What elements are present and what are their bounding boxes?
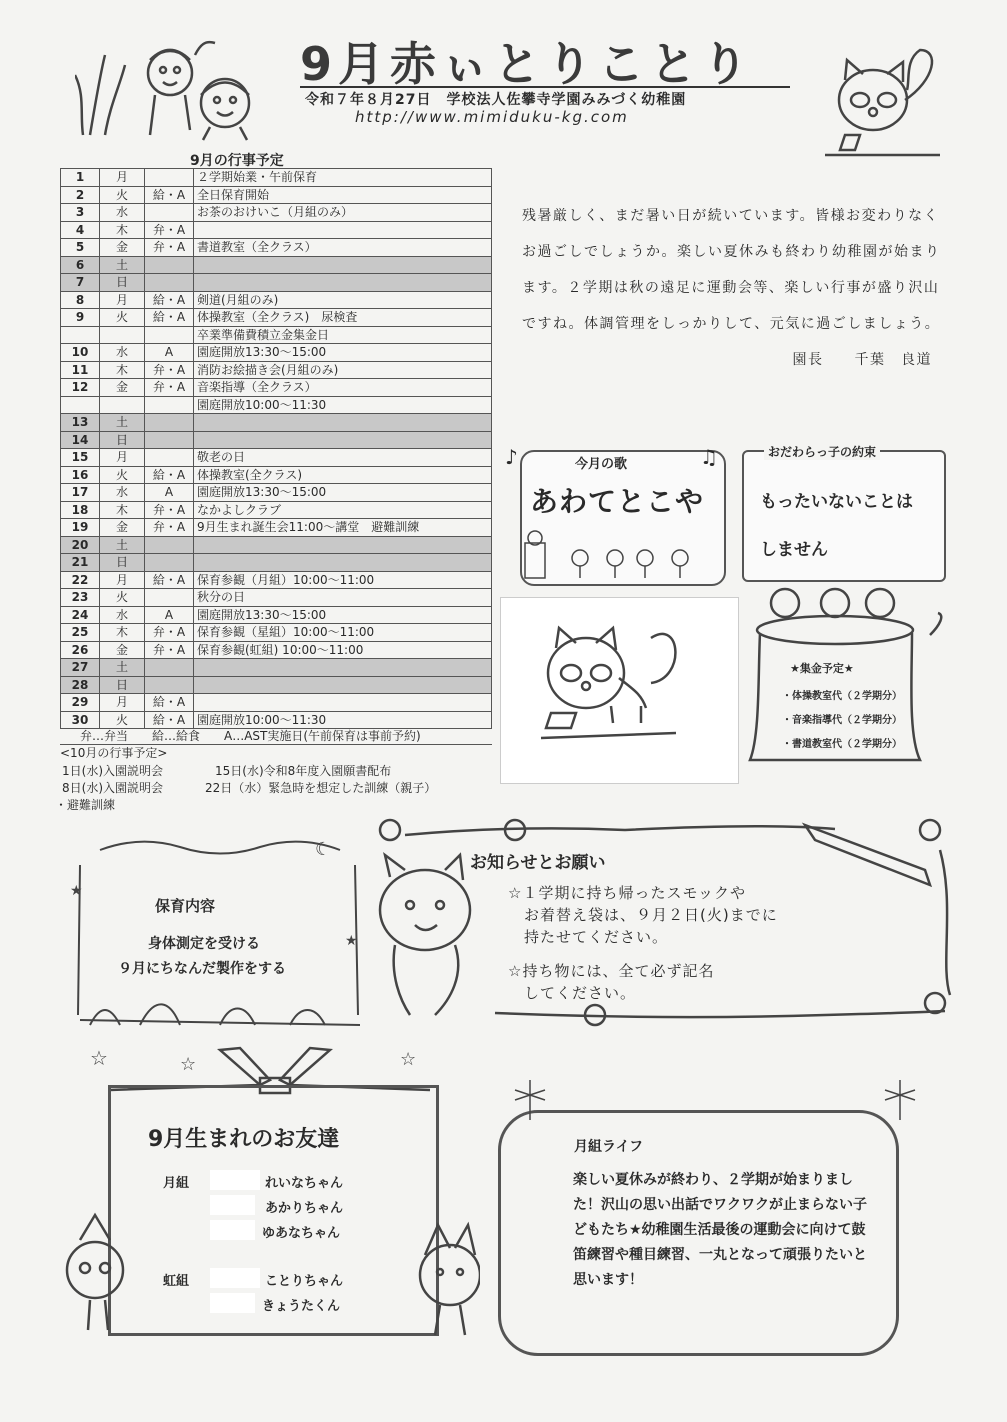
schedule-cell-wd: 月	[100, 449, 145, 467]
schedule-cell-wd: 金	[100, 379, 145, 397]
schedule-cell-event	[194, 676, 492, 694]
schedule-cell-event	[194, 414, 492, 432]
schedule-cell-event: 保育参観（星組）10:00～11:00	[194, 624, 492, 642]
schedule-row	[61, 694, 492, 712]
schedule-cell-event: 全日保育開始	[194, 186, 492, 204]
schedule-cell-meal	[145, 536, 194, 554]
schedule-cell-meal: 給・A	[145, 186, 194, 204]
schedule-row	[61, 169, 492, 187]
schedule-cell-wd: 木	[100, 501, 145, 519]
schedule-row	[61, 449, 492, 467]
schedule-cell-meal	[145, 589, 194, 607]
greeting-body: 残暑厳しく、まだ暑い日が続いています。皆様お変わりなくお過ごしでしょうか。楽しい夏休みも終わり幼稚園が始まります。２学期は秋の遠足に運動会等、楽しい行事が盛り沢山ですね。体調管理をしっかりして、元気に過ごしましょう。	[522, 208, 941, 332]
schedule-title: 9月の行事予定	[190, 153, 284, 169]
schedule-cell-meal	[145, 169, 194, 187]
star-icon: ☆	[90, 1046, 108, 1070]
schedule-cell-day	[61, 326, 100, 344]
party-animals-icon	[50, 1200, 480, 1350]
promise-line: しません	[760, 540, 828, 560]
farm-kids-illustration	[75, 35, 275, 145]
schedule-cell-day: 2	[61, 186, 100, 204]
birthday-name: ことりちゃん	[265, 1274, 344, 1289]
schedule-cell-day	[61, 396, 100, 414]
birthday-title: 9月生まれのお友達	[148, 1127, 340, 1152]
notice-line: お着替え袋は、９月２日(火)までに	[524, 906, 778, 924]
schedule-cell-day: 25	[61, 624, 100, 642]
schedule-cell-event	[194, 536, 492, 554]
schedule-cell-day: 24	[61, 606, 100, 624]
schedule-cell-event: 体操教室（全クラス) 尿検査	[194, 309, 492, 327]
october-item: 22日（水）緊急時を想定した訓練（親子）	[205, 781, 437, 795]
schedule-cell-wd: 土	[100, 536, 145, 554]
schedule-cell-day: 20	[61, 536, 100, 554]
schedule-cell-meal: 給・A	[145, 309, 194, 327]
schedule-cell-day: 9	[61, 309, 100, 327]
schedule-cell-day: 15	[61, 449, 100, 467]
schedule-cell-day: 8	[61, 291, 100, 309]
birthday-name: ゆあなちゃん	[262, 1226, 341, 1241]
schedule-cell-event: 卒業準備費積立金集金日	[194, 326, 492, 344]
schedule-cell-day: 7	[61, 274, 100, 292]
schedule-cell-wd: 月	[100, 694, 145, 712]
schedule-cell-event: ２学期始業・午前保育	[194, 169, 492, 187]
dragonfly-icon	[505, 1075, 925, 1125]
schedule-row	[61, 414, 492, 432]
schedule-row	[61, 484, 492, 502]
schedule-row	[61, 344, 492, 362]
schedule-cell-wd: 月	[100, 169, 145, 187]
schedule-cell-day: 13	[61, 414, 100, 432]
schedule-cell-event: 園庭開放13:30～15:00	[194, 606, 492, 624]
schedule-cell-wd: 土	[100, 256, 145, 274]
schedule-cell-day: 21	[61, 554, 100, 572]
schedule-cell-event: 9月生まれ誕生会11:00～講堂 避難訓練	[194, 519, 492, 537]
class-label: 虹組	[163, 1274, 190, 1289]
notice-line: ☆持ち物には、全て必ず記名	[508, 962, 715, 980]
schedule-row	[61, 221, 492, 239]
schedule-legend: 弁…弁当 給…給食 A…AST実施日(午前保育は事前予約)	[60, 727, 492, 745]
schedule-cell-day: 29	[61, 694, 100, 712]
birthday-name: きょうたくん	[262, 1299, 341, 1314]
schedule-cell-meal: 弁・A	[145, 379, 194, 397]
schedule-cell-wd: 火	[100, 309, 145, 327]
schedule-cell-meal: 給・A	[145, 711, 194, 729]
schedule-cell-wd: 日	[100, 554, 145, 572]
content-line: ９月にちなんだ製作をする	[118, 961, 286, 977]
schedule-cell-meal: A	[145, 484, 194, 502]
schedule-cell-meal: 給・A	[145, 571, 194, 589]
schedule-cell-day: 1	[61, 169, 100, 187]
schedule-cell-wd: 火	[100, 711, 145, 729]
schedule-cell-day: 11	[61, 361, 100, 379]
schedule-row	[61, 431, 492, 449]
schedule-cell-meal: 給・A	[145, 291, 194, 309]
notice-line: してください。	[524, 984, 637, 1002]
schedule-cell-day: 16	[61, 466, 100, 484]
schedule-row	[61, 274, 492, 292]
schedule-cell-day: 18	[61, 501, 100, 519]
schedule-cell-wd: 金	[100, 239, 145, 257]
raccoon-dog-icon	[501, 598, 738, 783]
schedule-cell-meal	[145, 274, 194, 292]
schedule-cell-meal: 弁・A	[145, 624, 194, 642]
schedule-row	[61, 624, 492, 642]
content-title: 保育内容	[155, 897, 216, 915]
schedule-cell-day: 19	[61, 519, 100, 537]
schedule-row	[61, 204, 492, 222]
schedule-cell-event	[194, 694, 492, 712]
schedule-cell-event: 保育参観(虹組) 10:00～11:00	[194, 641, 492, 659]
schedule-cell-day: 6	[61, 256, 100, 274]
promise-heading: おだわらっ子の約束	[764, 443, 880, 460]
october-item: 15日(水)令和8年度入園願書配布	[215, 764, 392, 778]
schedule-row	[61, 519, 492, 537]
schedule-cell-meal: A	[145, 606, 194, 624]
music-note-icon: ♪	[505, 445, 518, 469]
schedule-cell-event: 園庭開放13:30～15:00	[194, 484, 492, 502]
schedule-cell-meal	[145, 676, 194, 694]
schedule-cell-meal	[145, 204, 194, 222]
song-title: あわてとこや	[530, 485, 705, 518]
october-item: ・避難訓練	[55, 798, 116, 812]
principal-signature: 園長 千葉 良道	[792, 352, 932, 368]
song-heading: 今月の歌	[575, 457, 628, 472]
schedule-row	[61, 659, 492, 677]
schedule-cell-meal: 弁・A	[145, 361, 194, 379]
schedule-cell-day: 10	[61, 344, 100, 362]
schedule-row	[61, 571, 492, 589]
promise-line: もったいないことは	[760, 492, 913, 512]
schedule-row	[61, 641, 492, 659]
schedule-row	[61, 239, 492, 257]
fee-item: ・書道教室代（２学期分）	[782, 739, 902, 750]
schedule-cell-event: 体操教室(全クラス)	[194, 466, 492, 484]
schedule-cell-event: 消防お絵描き会(月組のみ)	[194, 361, 492, 379]
schedule-cell-meal: 弁・A	[145, 501, 194, 519]
schedule-cell-day: 4	[61, 221, 100, 239]
birthday-name: あかりちゃん	[265, 1201, 344, 1216]
schedule-cell-meal	[145, 396, 194, 414]
schedule-row	[61, 256, 492, 274]
content-line: 身体測定を受ける	[148, 936, 260, 952]
schedule-cell-wd: 月	[100, 291, 145, 309]
schedule-cell-day: 27	[61, 659, 100, 677]
schedule-cell-day: 5	[61, 239, 100, 257]
schedule-cell-meal: 弁・A	[145, 239, 194, 257]
schedule-row	[61, 466, 492, 484]
schedule-cell-wd: 火	[100, 186, 145, 204]
schedule-cell-event: 秋分の日	[194, 589, 492, 607]
raccoon-picture	[500, 597, 739, 784]
schedule-cell-day: 3	[61, 204, 100, 222]
name-redaction	[210, 1170, 260, 1190]
schedule-cell-event: 保育参観（月組）10:00～11:00	[194, 571, 492, 589]
fee-schedule-title: ★集金予定★	[790, 662, 854, 675]
star-icon: ☆	[400, 1049, 417, 1070]
schedule-cell-meal	[145, 659, 194, 677]
schedule-cell-event	[194, 256, 492, 274]
schedule-row	[61, 589, 492, 607]
schedule-cell-meal: A	[145, 344, 194, 362]
schedule-cell-meal: 弁・A	[145, 519, 194, 537]
schedule-cell-wd: 火	[100, 589, 145, 607]
schedule-cell-meal: 弁・A	[145, 641, 194, 659]
fee-item: ・音楽指導代（２学期分）	[782, 715, 902, 726]
schedule-cell-wd	[100, 396, 145, 414]
schedule-cell-day: 17	[61, 484, 100, 502]
schedule-cell-wd: 水	[100, 344, 145, 362]
schedule-cell-wd: 日	[100, 431, 145, 449]
schedule-cell-event	[194, 554, 492, 572]
schedule-cell-wd: 土	[100, 414, 145, 432]
fee-item: ・体操教室代（２学期分）	[782, 691, 902, 702]
schedule-cell-day: 14	[61, 431, 100, 449]
schedule-cell-event	[194, 659, 492, 677]
schedule-cell-wd: 日	[100, 274, 145, 292]
schedule-cell-meal: 給・A	[145, 694, 194, 712]
promise-text	[760, 478, 940, 574]
october-schedule-title: <10月の行事予定>	[60, 746, 168, 760]
october-item: 1日(水)入園説明会	[62, 764, 163, 778]
class-life-text: 楽しい夏休みが終わり、２学期が始まりまし た！沢山の思い出話でワクワクが止まらない子どもたち★幼稚園生活最後の運動会に向けて鼓笛練習や種目練習、一丸となって頑張りたいと思います！	[573, 1172, 867, 1288]
title-underline	[300, 86, 790, 88]
schedule-cell-day: 28	[61, 676, 100, 694]
schedule-cell-wd: 火	[100, 466, 145, 484]
schedule-row	[61, 309, 492, 327]
schedule-cell-wd: 水	[100, 606, 145, 624]
schedule-cell-wd: 金	[100, 519, 145, 537]
schedule-cell-wd: 金	[100, 641, 145, 659]
moon-icon: ☾	[315, 839, 332, 860]
schedule-cell-event: お茶のおけいこ（月組のみ）	[194, 204, 492, 222]
star-icon: ★	[70, 883, 83, 899]
star-icon: ★	[345, 933, 358, 949]
schedule-cell-event	[194, 221, 492, 239]
greeting-text	[522, 198, 942, 378]
class-label: 月組	[163, 1176, 190, 1191]
singing-children-icon	[520, 528, 720, 583]
schedule-cell-wd: 土	[100, 659, 145, 677]
schedule-cell-wd: 木	[100, 221, 145, 239]
schedule-cell-event: なかよしクラブ	[194, 501, 492, 519]
schedule-cell-wd	[100, 326, 145, 344]
schedule-row	[61, 326, 492, 344]
notice-title: お知らせとお願い	[470, 853, 606, 873]
schedule-row	[61, 291, 492, 309]
schedule-cell-wd: 水	[100, 204, 145, 222]
schedule-cell-meal: 弁・A	[145, 221, 194, 239]
notice-line: ☆１学期に持ち帰ったスモックや	[508, 884, 746, 902]
october-item: 8日(水)入園説明会	[62, 781, 163, 795]
schedule-cell-event: 敬老の日	[194, 449, 492, 467]
raccoon-dog-icon	[825, 40, 945, 160]
schedule-cell-meal	[145, 414, 194, 432]
schedule-cell-event	[194, 431, 492, 449]
schedule-row	[61, 711, 492, 729]
schedule-cell-meal: 給・A	[145, 466, 194, 484]
schedule-cell-day: 26	[61, 641, 100, 659]
schedule-cell-event: 園庭開放10:00～11:30	[194, 711, 492, 729]
schedule-cell-event	[194, 274, 492, 292]
star-icon: ☆	[180, 1054, 197, 1075]
schedule-cell-event: 書道教室（全クラス）	[194, 239, 492, 257]
schedule-cell-event: 音楽指導（全クラス）	[194, 379, 492, 397]
schedule-cell-day: 12	[61, 379, 100, 397]
schedule-cell-day: 30	[61, 711, 100, 729]
birthday-name: れいなちゃん	[265, 1176, 344, 1191]
schedule-cell-meal	[145, 326, 194, 344]
schedule-row	[61, 361, 492, 379]
schedule-cell-event: 園庭開放13:30～15:00	[194, 344, 492, 362]
schedule-row	[61, 379, 492, 397]
schedule-row	[61, 536, 492, 554]
schedule-cell-event: 園庭開放10:00～11:30	[194, 396, 492, 414]
schedule-cell-wd: 日	[100, 676, 145, 694]
schedule-row	[61, 396, 492, 414]
class-life-title: 月組ライフ	[574, 1139, 644, 1155]
schedule-cell-wd: 木	[100, 624, 145, 642]
schedule-row	[61, 554, 492, 572]
website-link[interactable]: http://www.mimiduku-kg.com	[355, 108, 629, 126]
schedule-row	[61, 501, 492, 519]
notice-line: 持たせてください。	[524, 928, 669, 946]
newsletter-title: 9月赤ぃとりことり	[300, 37, 755, 91]
schedule-row	[61, 606, 492, 624]
schedule-cell-meal	[145, 554, 194, 572]
schedule-cell-wd: 水	[100, 484, 145, 502]
schedule-cell-wd: 月	[100, 571, 145, 589]
schedule-cell-day: 22	[61, 571, 100, 589]
music-note-icon: ♫	[700, 445, 718, 469]
schedule-table	[60, 168, 492, 729]
schedule-cell-event: 剣道(月組のみ)	[194, 291, 492, 309]
schedule-row	[61, 186, 492, 204]
schedule-cell-meal	[145, 431, 194, 449]
schedule-cell-day: 23	[61, 589, 100, 607]
schedule-cell-wd: 木	[100, 361, 145, 379]
schedule-row	[61, 676, 492, 694]
date-line: 令和７年８月27日 学校法人佐攀寺学園みみづく幼稚園	[305, 92, 687, 108]
schedule-cell-meal	[145, 449, 194, 467]
schedule-cell-meal	[145, 256, 194, 274]
